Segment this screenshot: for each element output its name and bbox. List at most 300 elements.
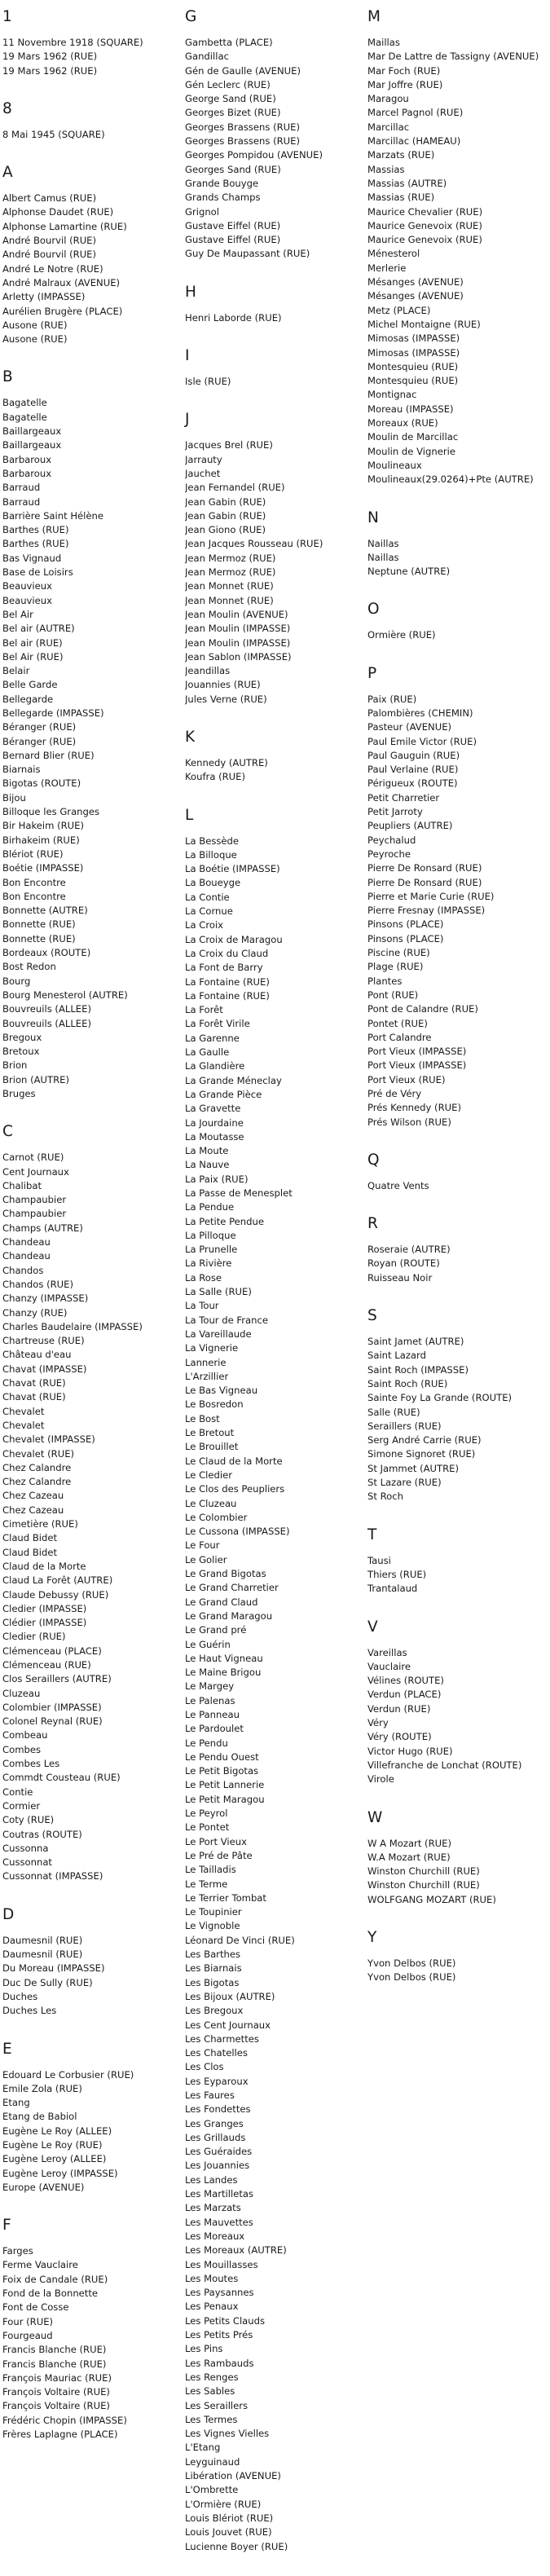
street-entry: Etang de Babiol xyxy=(2,2111,77,2123)
street-entry: Blériot (RUE) xyxy=(2,848,64,860)
street-entry: Peupliers (AUTRE) xyxy=(367,820,453,832)
street-entry: Pinsons (PLACE) xyxy=(367,932,444,945)
street-entry: Les Landes xyxy=(185,2173,238,2186)
street-entry: Eugène Le Roy (RUE) xyxy=(2,2139,103,2151)
street-entry: Coutras (ROUTE) xyxy=(2,1828,82,1840)
street-entry: Baillargeaux xyxy=(2,425,62,438)
street-entry: La Paix (RUE) xyxy=(185,1173,249,1185)
street-entry: Le Brouillet xyxy=(185,1441,239,1453)
street-entry: Bas Vignaud xyxy=(2,552,62,564)
street-entry: Cledier (RUE) xyxy=(2,1631,66,1643)
street-entry: Pré de Véry xyxy=(367,1088,422,1099)
street-entry: Pierre et Marie Curie (RUE) xyxy=(367,890,495,902)
street-entry: Simone Signoret (RUE) xyxy=(367,1448,476,1460)
letter-section xyxy=(367,1307,547,1504)
street-entry: Les Charmettes xyxy=(185,2032,259,2045)
street-entry: La Nauve xyxy=(185,1159,230,1171)
street-entry: Winston Churchill (RUE) xyxy=(367,1865,480,1878)
street-entry: Jules Verne (RUE) xyxy=(185,693,267,705)
street-entry: André Le Notre (RUE) xyxy=(2,262,103,275)
street-entry: Brion xyxy=(2,1059,28,1072)
street-entry: Le Clos des Peupliers xyxy=(185,1483,285,1495)
street-entry: Moulin de Marcillac xyxy=(367,431,459,443)
street-entry: Les Mouillasses xyxy=(185,2258,258,2270)
street-entry: La Moute xyxy=(185,1145,229,1157)
street-entry: Véry xyxy=(367,1717,389,1729)
street-list xyxy=(185,756,364,785)
street-list xyxy=(367,36,547,487)
street-entry: 19 Mars 1962 (RUE) xyxy=(2,64,98,77)
street-entry: Les Vignes Vielles xyxy=(185,2428,270,2440)
street-entry: Chez Cazeau xyxy=(2,1490,64,1502)
street-entry: Michel Montaigne (RUE) xyxy=(367,318,481,330)
street-entry: Clémenceau (PLACE) xyxy=(2,1645,102,1657)
street-entry: 11 Novembre 1918 (SQUARE) xyxy=(2,37,143,48)
street-entry: Les Guéraides xyxy=(185,2146,253,2158)
street-entry: Yvon Delbos (RUE) xyxy=(367,1957,456,1969)
street-entry: La Bessède xyxy=(185,834,240,847)
street-entry: Billoque les Granges xyxy=(2,806,100,818)
street-entry: Les Fondettes xyxy=(185,2103,251,2116)
street-entry: Mar Joffre (RUE) xyxy=(367,78,443,90)
street-entry: Bellegarde xyxy=(2,693,54,705)
street-entry: Belle Garde xyxy=(2,679,58,691)
street-entry: La Vareillaude xyxy=(185,1328,252,1340)
street-entry: Grignol xyxy=(185,205,219,218)
street-entry: Eugène Leroy (IMPASSE) xyxy=(2,2167,118,2179)
street-entry: Le Vignoble xyxy=(185,1920,240,1932)
street-entry: Les Pins xyxy=(185,2343,223,2355)
street-entry: Jean Jacques Rousseau (RUE) xyxy=(185,538,323,550)
street-entry: Cormier xyxy=(2,1799,41,1812)
street-list xyxy=(2,192,182,346)
letter-heading: E xyxy=(2,2040,12,2058)
street-entry: Jouannies (RUE) xyxy=(185,679,261,691)
street-entry: La Vignerie xyxy=(185,1342,239,1354)
street-entry: Le Haut Vigneau xyxy=(185,1652,263,1664)
street-entry: Victor Hugo (RUE) xyxy=(367,1745,453,1757)
street-entry: Moulin de Vignerie xyxy=(367,445,455,457)
street-entry: Pont de Calandre (RUE) xyxy=(367,1003,478,1015)
street-entry: Léonard De Vinci (RUE) xyxy=(185,1934,295,1946)
street-entry: Jarrauty xyxy=(185,453,222,465)
street-entry: Le Maine Brigou xyxy=(185,1667,262,1679)
street-entry: Birhakeim (RUE) xyxy=(2,834,80,846)
street-entry: La Croix de Maragou xyxy=(185,933,283,945)
street-entry: Bernard Blier (RUE) xyxy=(2,749,95,761)
street-entry: Pontet (RUE) xyxy=(367,1017,428,1029)
street-entry: La Cornue xyxy=(185,905,233,918)
street-entry: Mimosas (IMPASSE) xyxy=(367,332,460,345)
street-list xyxy=(367,1243,547,1285)
street-entry: Le Petit Bigotas xyxy=(185,1765,259,1777)
street-entry: L'Ombrette xyxy=(185,2484,239,2496)
street-entry: Le Pendu xyxy=(185,1737,228,1749)
street-list xyxy=(185,311,364,325)
street-entry: Plantes xyxy=(367,975,403,987)
street-entry: Verdun (PLACE) xyxy=(367,1689,442,1701)
street-entry: Ormière (RUE) xyxy=(367,629,436,641)
street-entry: WOLFGANG MOZART (RUE) xyxy=(367,1893,496,1905)
street-entry: Yvon Delbos (RUE) xyxy=(367,1971,456,1984)
street-entry: Bouvreuils (ALLEE) xyxy=(2,1003,91,1015)
street-entry: La Gravette xyxy=(185,1103,241,1115)
street-entry: Le Guérin xyxy=(185,1638,231,1650)
street-entry: Les Termes xyxy=(185,2413,238,2425)
street-entry: Koufra (RUE) xyxy=(185,771,246,783)
street-entry: Clémenceau (RUE) xyxy=(2,1658,91,1671)
street-entry: Pierre Fresnay (IMPASSE) xyxy=(367,905,486,917)
street-list xyxy=(2,2244,182,2442)
street-entry: Les Eyparoux xyxy=(185,2075,249,2087)
letter-heading: F xyxy=(2,2217,11,2235)
street-list xyxy=(185,36,364,262)
street-entry: Chevalet (IMPASSE) xyxy=(2,1433,95,1446)
street-entry: Bagatelle xyxy=(2,411,47,423)
street-entry: Le Golier xyxy=(185,1553,227,1565)
letter-section xyxy=(2,8,182,78)
street-list xyxy=(2,1151,182,1883)
street-entry: Barbaroux xyxy=(2,453,52,465)
street-entry: La Fontaine (RUE) xyxy=(185,975,270,988)
letter-section xyxy=(2,2041,182,2195)
street-list xyxy=(367,1957,547,1985)
street-entry: La Prunelle xyxy=(185,1244,238,1256)
street-entry: Le Margey xyxy=(185,1680,235,1693)
street-entry: Bonnette (AUTRE) xyxy=(2,905,88,917)
street-entry: Gambetta (PLACE) xyxy=(185,37,273,48)
street-entry: Colombier (IMPASSE) xyxy=(2,1701,102,1713)
letter-heading: V xyxy=(367,1618,378,1636)
street-entry: St Jammet (AUTRE) xyxy=(367,1462,459,1474)
street-entry: Duches Les xyxy=(2,2005,57,2017)
street-entry: Chalibat xyxy=(2,1179,42,1191)
street-entry: Etang xyxy=(2,2097,30,2109)
street-entry: La Croix du Claud xyxy=(185,947,269,959)
letter-section xyxy=(2,164,182,346)
street-list xyxy=(367,693,547,1129)
street-entry: Jacques Brel (RUE) xyxy=(185,439,273,451)
letter-section xyxy=(367,1809,547,1907)
street-entry: Verdun (RUE) xyxy=(367,1702,431,1715)
street-entry: Paul Verlaine (RUE) xyxy=(367,764,459,776)
street-entry: Prés Wilson (RUE) xyxy=(367,1116,451,1128)
street-entry: Claud La Forêt (AUTRE) xyxy=(2,1574,113,1587)
street-entry: Chandos (RUE) xyxy=(2,1278,73,1290)
street-list xyxy=(367,537,547,579)
street-entry: Isle (RUE) xyxy=(185,376,231,388)
street-entry: La Rivière xyxy=(185,1257,232,1270)
street-entry: Bruges xyxy=(2,1088,36,1099)
street-entry: Les Bigotas xyxy=(185,1976,240,1988)
street-entry: Les Moreaux xyxy=(185,2230,245,2242)
street-entry: George Sand (RUE) xyxy=(185,93,276,105)
letter-section xyxy=(185,411,364,707)
street-entry: Les Chatelles xyxy=(185,2047,248,2059)
street-entry: Jean Mermoz (RUE) xyxy=(185,552,276,564)
street-entry: Le Pardoulet xyxy=(185,1723,244,1735)
street-entry: Les Paysannes xyxy=(185,2287,254,2299)
letter-heading: D xyxy=(2,1905,15,1923)
street-entry: Louis Blériot (RUE) xyxy=(185,2512,274,2524)
street-entry: André Malraux (AVENUE) xyxy=(2,276,121,288)
street-entry: La Grande Méneclay xyxy=(185,1074,282,1086)
street-list xyxy=(367,628,547,642)
street-entry: Paul Gauguin (RUE) xyxy=(367,749,460,761)
street-entry: François Mauriac (RUE) xyxy=(2,2371,112,2384)
street-entry: Gustave Eiffel (RUE) xyxy=(185,234,281,246)
street-entry: Barbaroux xyxy=(2,467,52,479)
street-entry: Le Grand Claud xyxy=(185,1596,258,1608)
street-entry: Louis Jouvet (RUE) xyxy=(185,2526,272,2539)
street-entry: Cussonna xyxy=(2,1842,49,1854)
letter-heading: Y xyxy=(367,1928,377,1946)
street-entry: Grands Champs xyxy=(185,192,261,204)
street-entry: Montesquieu (RUE) xyxy=(367,375,459,387)
street-entry: Le Grand pré xyxy=(185,1624,247,1636)
street-entry: Vélines (ROUTE) xyxy=(367,1675,444,1687)
street-entry: Plage (RUE) xyxy=(367,961,424,973)
letter-section xyxy=(2,1123,182,1883)
street-entry: Ferme Vauclaire xyxy=(2,2259,78,2271)
street-entry: Metz (PLACE) xyxy=(367,304,431,316)
street-entry: Bellegarde (IMPASSE) xyxy=(2,707,104,719)
letter-heading: I xyxy=(185,347,190,365)
street-entry: La Gaulle xyxy=(185,1046,230,1059)
street-entry: Mar De Lattre de Tassigny (AVENUE) xyxy=(367,51,539,63)
street-entry: Duches xyxy=(2,1990,38,2002)
street-entry: La Tour xyxy=(185,1300,219,1312)
street-entry: Moreaux (RUE) xyxy=(367,417,438,429)
street-entry: Les Mauvettes xyxy=(185,2216,253,2228)
street-entry: Ruisseau Noir xyxy=(367,1271,433,1284)
street-list xyxy=(367,1179,547,1193)
letter-section xyxy=(367,601,547,642)
street-entry: Jean Fernandel (RUE) xyxy=(185,482,285,494)
street-entry: Les Faures xyxy=(185,2089,235,2101)
street-entry: Massias xyxy=(367,163,405,175)
street-entry: Fond de la Bonnette xyxy=(2,2288,99,2300)
letter-section xyxy=(367,1929,547,1985)
street-entry: Les Bregoux xyxy=(185,2005,244,2017)
letter-heading: T xyxy=(367,1526,377,1543)
street-entry: Frédéric Chopin (IMPASSE) xyxy=(2,2414,127,2426)
street-entry: André Bourvil (RUE) xyxy=(2,249,97,261)
letter-heading: Q xyxy=(367,1151,380,1169)
street-entry: Pont (RUE) xyxy=(367,989,419,1001)
letter-section xyxy=(2,1906,182,2019)
street-entry: Bregoux xyxy=(2,1031,42,1043)
street-entry: Merlerie xyxy=(367,262,407,274)
street-entry: Georges Bizet (RUE) xyxy=(185,107,281,119)
street-entry: Champaubier xyxy=(2,1208,67,1220)
street-entry: Champaubier xyxy=(2,1194,67,1206)
street-entry: Les Moreaux (AUTRE) xyxy=(185,2244,287,2257)
street-entry: Pinsons (PLACE) xyxy=(367,918,444,931)
street-entry: Piscine (RUE) xyxy=(367,947,430,959)
street-entry: Le Bretout xyxy=(185,1427,235,1439)
street-entry: Europe (AVENUE) xyxy=(2,2181,85,2193)
street-entry: Colonel Reynal (RUE) xyxy=(2,1715,103,1728)
street-entry: Arletty (IMPASSE) xyxy=(2,291,86,303)
street-entry: Aurélien Brugère (PLACE) xyxy=(2,305,123,317)
street-entry: Fourgeaud xyxy=(2,2329,53,2341)
street-entry: Le Terrier Tombat xyxy=(185,1891,266,1904)
street-entry: Les Seraillers xyxy=(185,2399,249,2411)
street-entry: Le Pontet xyxy=(185,1821,230,1834)
street-entry: Barthes (RUE) xyxy=(2,524,69,536)
street-entry: Bourg Menesterol (AUTRE) xyxy=(2,989,128,1001)
street-entry: St Lazare (RUE) xyxy=(367,1477,442,1489)
street-entry: Les Grillauds xyxy=(185,2131,246,2143)
index-column-1 xyxy=(2,8,182,2464)
street-entry: Farges xyxy=(2,2245,33,2257)
street-entry: Les Martilletas xyxy=(185,2188,254,2200)
street-entry: Gén Leclerc (RUE) xyxy=(185,78,271,90)
street-entry: Jean Mermoz (RUE) xyxy=(185,566,276,579)
street-entry: Frères Laplagne (PLACE) xyxy=(2,2428,118,2441)
street-entry: La Passe de Menesplet xyxy=(185,1187,293,1199)
street-entry: Paix (RUE) xyxy=(367,693,417,705)
street-entry: Le Grand Charretier xyxy=(185,1582,279,1594)
street-entry: Jean Gabin (RUE) xyxy=(185,495,266,508)
street-entry: Chez Calandre xyxy=(2,1476,72,1488)
street-entry: Bon Encontre xyxy=(2,890,66,902)
street-list xyxy=(2,36,182,78)
street-entry: Alphonse Lamartine (RUE) xyxy=(2,220,127,232)
street-entry: Neptune (AUTRE) xyxy=(367,566,451,578)
street-entry: Le Petit Maragou xyxy=(185,1793,265,1805)
street-entry: Bourg xyxy=(2,975,31,987)
letter-heading: B xyxy=(2,368,13,386)
street-entry: Beauvieux xyxy=(2,594,52,606)
street-list xyxy=(367,1837,547,1907)
street-entry: Saint Roch (IMPASSE) xyxy=(367,1363,469,1376)
street-entry: Les Moutes xyxy=(185,2272,239,2284)
street-entry: Francis Blanche (RUE) xyxy=(2,2344,107,2356)
street-entry: Le Four xyxy=(185,1539,220,1552)
street-entry: Champs (AUTRE) xyxy=(2,1222,83,1234)
street-entry: Le Claud de la Morte xyxy=(185,1455,283,1467)
letter-heading: O xyxy=(367,601,380,619)
street-entry: Le Tailladis xyxy=(185,1864,236,1876)
street-entry: Maragou xyxy=(367,93,409,105)
street-entry: Bretoux xyxy=(2,1046,40,1058)
street-list xyxy=(185,438,364,707)
street-entry: Tausi xyxy=(367,1554,391,1566)
street-entry: La Fontaine (RUE) xyxy=(185,989,270,1002)
street-entry: Daumesnil (RUE) xyxy=(2,1949,83,1961)
street-entry: Les Granges xyxy=(185,2117,244,2129)
street-entry: Barrière Saint Hélène xyxy=(2,509,104,522)
street-entry: Palombières (CHEMIN) xyxy=(367,707,473,719)
street-entry: Le Bosredon xyxy=(185,1398,244,1411)
street-entry: Bel Air (RUE) xyxy=(2,650,64,663)
street-entry: Salle (RUE) xyxy=(367,1406,420,1418)
street-entry: Jean Sablon (IMPASSE) xyxy=(185,650,292,663)
street-entry: La Tour de France xyxy=(185,1314,268,1326)
letter-heading: P xyxy=(367,664,377,682)
street-entry: Thiers (RUE) xyxy=(367,1568,427,1580)
street-entry: Trantalaud xyxy=(367,1583,418,1595)
street-entry: Le Cluzeau xyxy=(185,1497,237,1509)
index-column-3 xyxy=(367,8,547,2007)
street-list xyxy=(185,834,364,2554)
street-entry: Jean Moulin (IMPASSE) xyxy=(185,623,291,635)
street-entry: Château d'eau xyxy=(2,1349,72,1361)
street-entry: Francis Blanche (RUE) xyxy=(2,2358,107,2370)
street-entry: Edouard Le Corbusier (RUE) xyxy=(2,2068,134,2081)
street-entry: W.A Mozart (RUE) xyxy=(367,1851,451,1863)
street-entry: Le Grand Maragou xyxy=(185,1609,273,1622)
street-entry: Le Colombier xyxy=(185,1511,248,1523)
letter-section xyxy=(185,347,364,389)
street-entry: Boétie (IMPASSE) xyxy=(2,862,84,874)
street-entry: La Pilloque xyxy=(185,1229,236,1241)
street-entry: Maillas xyxy=(367,37,400,48)
street-entry: Mimosas (IMPASSE) xyxy=(367,346,460,359)
letter-section xyxy=(367,1215,547,1285)
street-entry: Marzats (RUE) xyxy=(367,149,435,161)
street-entry: Barthes (RUE) xyxy=(2,538,69,550)
street-entry: Petit Charretier xyxy=(367,791,440,804)
street-entry: Béranger (RUE) xyxy=(2,721,77,733)
street-entry: Barraud xyxy=(2,495,41,508)
street-entry: Four (RUE) xyxy=(2,2315,54,2327)
street-entry: Naillas xyxy=(367,551,399,563)
street-entry: Combeau xyxy=(2,1729,48,1742)
letter-heading: 1 xyxy=(2,8,12,25)
street-entry: Lucienne Boyer (RUE) xyxy=(185,2540,288,2552)
street-entry: La Croix xyxy=(185,919,224,931)
street-entry: Georges Brassens (RUE) xyxy=(185,135,301,148)
street-entry: Jean Giono (RUE) xyxy=(185,524,266,536)
letter-heading: 8 xyxy=(2,99,12,117)
street-entry: Chavat (RUE) xyxy=(2,1377,66,1389)
street-entry: Chevalet xyxy=(2,1419,45,1431)
letter-section xyxy=(2,368,182,1101)
street-entry: Jauchet xyxy=(185,467,221,479)
street-entry: La Jourdaine xyxy=(185,1116,244,1129)
street-entry: Saint Lazard xyxy=(367,1350,426,1362)
street-entry: Lannerie xyxy=(185,1356,227,1368)
street-entry: Les Barthes xyxy=(185,1949,241,1961)
street-entry: Claud Bidet xyxy=(2,1546,58,1558)
street-entry: Winston Churchill (RUE) xyxy=(367,1879,480,1891)
street-entry: La Pendue xyxy=(185,1201,235,1213)
street-entry: Le Bost xyxy=(185,1412,220,1425)
street-entry: Foix de Candale (RUE) xyxy=(2,2273,108,2285)
street-entry: La Contie xyxy=(185,891,230,903)
street-entry: Leyguinaud xyxy=(185,2455,240,2468)
street-entry: La Moutasse xyxy=(185,1130,244,1143)
street-entry: Bonnette (RUE) xyxy=(2,932,76,945)
street-entry: Pasteur (AVENUE) xyxy=(367,721,452,733)
street-entry: 8 Mai 1945 (SQUARE) xyxy=(2,128,105,140)
street-entry: Les Sables xyxy=(185,2385,235,2398)
letter-section xyxy=(185,807,364,2554)
street-entry: Brion (AUTRE) xyxy=(2,1073,69,1085)
street-entry: L'Etang xyxy=(185,2442,221,2454)
street-entry: Carnot (RUE) xyxy=(2,1151,64,1164)
letter-section xyxy=(185,729,364,785)
street-entry: Jean Gabin (RUE) xyxy=(185,509,266,522)
street-entry: Véry (ROUTE) xyxy=(367,1731,432,1743)
street-entry: Chandeau xyxy=(2,1236,51,1248)
street-list xyxy=(2,2068,182,2195)
letter-heading: G xyxy=(185,8,197,25)
street-entry: Coty (RUE) xyxy=(2,1814,55,1826)
